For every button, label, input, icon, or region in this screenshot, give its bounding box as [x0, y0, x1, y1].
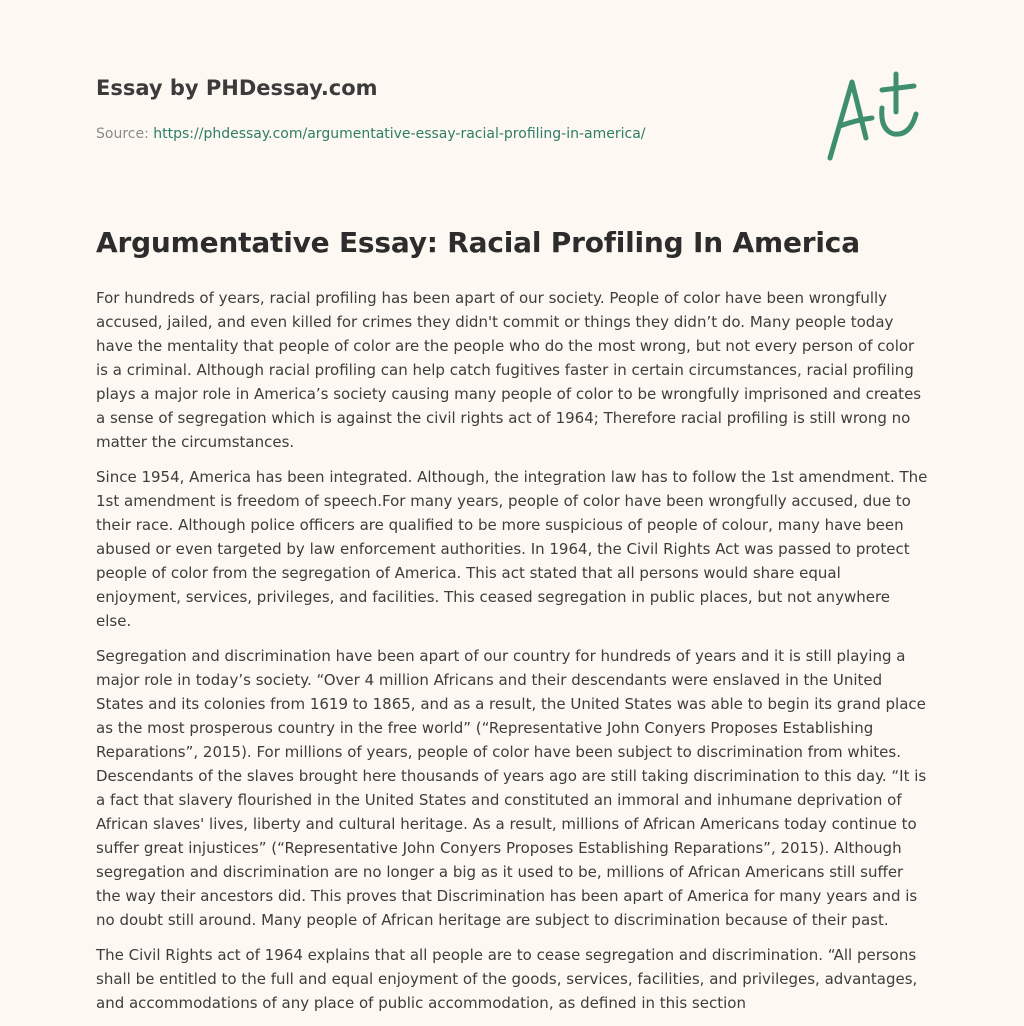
essay-body — [96, 286, 928, 1026]
essay-paragraph: Since 1954, America has been integrated. Although, the integration law has to follow the 1st amendment. The 1st amendment is freedom of speech.For many years, people of color have been wrongfully accused, due to their race. Although police officers are qualified to be more suspicious of people of colour, many have been abused or even targeted by law enforcement authorities. In 1964, the Civil Rights Act was passed to protect people of color from the segregation of America. This act stated that all persons would share equal enjoyment, services, privileges, and facilities. This ceased segregation in public places, but not anywhere else. — [96, 468, 928, 630]
essay-paragraph: For hundreds of years, racial profiling has been apart of our society. People of color have been wrongfully accused, jailed, and even killed for crimes they didn't commit or things they didn’t do. Many people today have the mentality that people of color are the people who do the most wrong, but not every person of color is a criminal. Although racial profiling can help catch fugitives faster in certain circumstances, racial profiling plays a major role in America’s society causing many people of color to be wrongfully imprisoned and creates a sense of segregation which is against the civil rights act of 1964; Therefore racial profiling is still wrong no matter the circumstances. — [96, 289, 922, 451]
source-line — [96, 126, 646, 142]
site-brand: Essay by PHDessay.com — [96, 76, 378, 100]
page-header — [96, 76, 936, 142]
source-label: Source: — [96, 126, 149, 142]
essay-paragraph: Segregation and discrimination have been apart of our country for hundreds of years and it is still playing a major role in today’s society. “Over 4 million Africans and their descendants were enslaved in the United States and its colonies from 1619 to 1865, and as a result, the United States was able to begin its grand place as the most prosperous country in the free world” (“Representative John Conyers Proposes Establishing Reparations”, 2015). For millions of years, people of color have been subject to discrimination from whites. Descendants of the slaves brought here thousands of years ago are still taking discrimination to this day. “It is a fact that slavery flourished in the United States and constituted an immoral and inhumane deprivation of African slaves' lives, liberty and cultural heritage. As a result, millions of African Americans today continue to suffer great injustices” (“Representative John Conyers Proposes Establishing Reparations”, 2015). Although segregation and discrimination are no longer a big as it used to be, millions of African Americans still suffer the way their ancestors did. This proves that Discrimination has been apart of America for many years and is no doubt still around. Many people of African heritage are subject to discrimination because of their past. — [96, 647, 927, 929]
source-link[interactable]: https://phdessay.com/argumentative-essay-racial-profiling-in-america/ — [153, 126, 646, 142]
essay-title: Argumentative Essay: Racial Profiling In America — [96, 226, 860, 259]
essay-paragraph: The Civil Rights act of 1964 explains that all people are to cease segregation and discrimination. “All persons shall be entitled to the full and equal enjoyment of the goods, services, facilities, and privileges, advantages, and accommodations of any place of public accommodation, as defined in this section — [96, 946, 918, 1012]
a-plus-logo-icon — [822, 68, 932, 164]
